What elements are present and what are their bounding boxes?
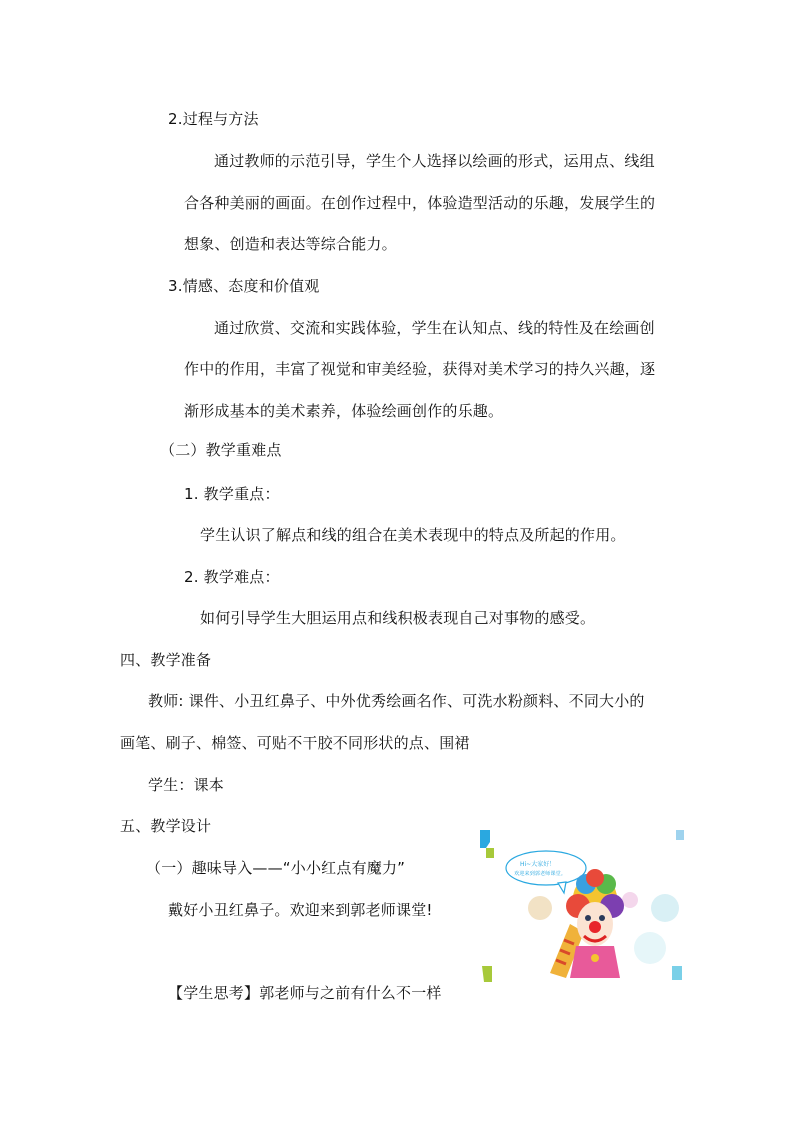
bubble-line-2: 欢迎来到郭老师课堂。 [514, 871, 566, 877]
speech-bubble [506, 851, 586, 893]
intro-text: 戴好小丑红鼻子。欢迎来到郭老师课堂! [168, 901, 433, 919]
key-point-title: 1. 教学重点： [184, 485, 280, 503]
bubble-line-1: Hi~大家好！ [520, 861, 556, 868]
emotion-line-1: 通过欣赏、交流和实践体验，学生在认知点、线的特性及在绘画创 [214, 319, 655, 337]
prep-teacher-line-1: 教师: 课件、小丑红鼻子、中外优秀绘画名作、可洗水粉颜料、不同大小的 [148, 692, 645, 710]
clown-eye [599, 915, 605, 921]
corner-accent-shape [486, 848, 494, 858]
corner-accent-shape [482, 966, 492, 982]
design-title: 五、教学设计 [120, 817, 212, 835]
intro-title: （一）趣味导入——“小小红点有魔力” [146, 859, 406, 877]
clown-button [591, 954, 599, 962]
corner-accent-shape [676, 830, 684, 840]
hard-point-title: 2. 教学难点： [184, 568, 280, 586]
red-nose [589, 921, 601, 933]
process-line-1: 通过教师的示范引导，学生个人选择以绘画的形式，运用点、线组 [214, 152, 655, 170]
prep-student: 学生：课本 [148, 776, 225, 794]
difficulty-title: （二）教学重难点 [160, 441, 282, 459]
process-line-3: 想象、创造和表达等综合能力。 [184, 235, 397, 253]
corner-accent-shape [672, 966, 682, 980]
emotion-line-2: 作中的作用，丰富了视觉和审美经验，获得对美术学习的持久兴趣，逐 [184, 360, 656, 378]
clown-eye [585, 915, 591, 921]
prep-teacher-line-2: 画笔、刷子、棉签、可贴不干胶不同形状的点、围裙 [120, 734, 470, 752]
decor-dot [634, 932, 666, 964]
prep-title: 四、教学准备 [120, 651, 212, 669]
decor-dot [528, 896, 552, 920]
section-process-title: 2.过程与方法 [168, 110, 259, 128]
hard-point-text: 如何引导学生大胆运用点和线积极表现自己对事物的感受。 [200, 609, 596, 627]
decor-dot [651, 894, 679, 922]
emotion-line-3: 渐形成基本的美术素养，体验绘画创作的乐趣。 [184, 402, 504, 420]
corner-accent-shape [480, 830, 490, 848]
process-line-2: 合各种美丽的画面。在创作过程中，体验造型活动的乐趣，发展学生的 [184, 194, 656, 212]
key-point-text: 学生认识了解点和线的组合在美术表现中的特点及所起的作用。 [200, 526, 626, 544]
clown-illustration [480, 828, 686, 986]
decor-dot [622, 892, 638, 908]
section-emotion-title: 3.情感、态度和价值观 [168, 277, 320, 295]
think-text: 【学生思考】郭老师与之前有什么不一样 [168, 984, 442, 1002]
